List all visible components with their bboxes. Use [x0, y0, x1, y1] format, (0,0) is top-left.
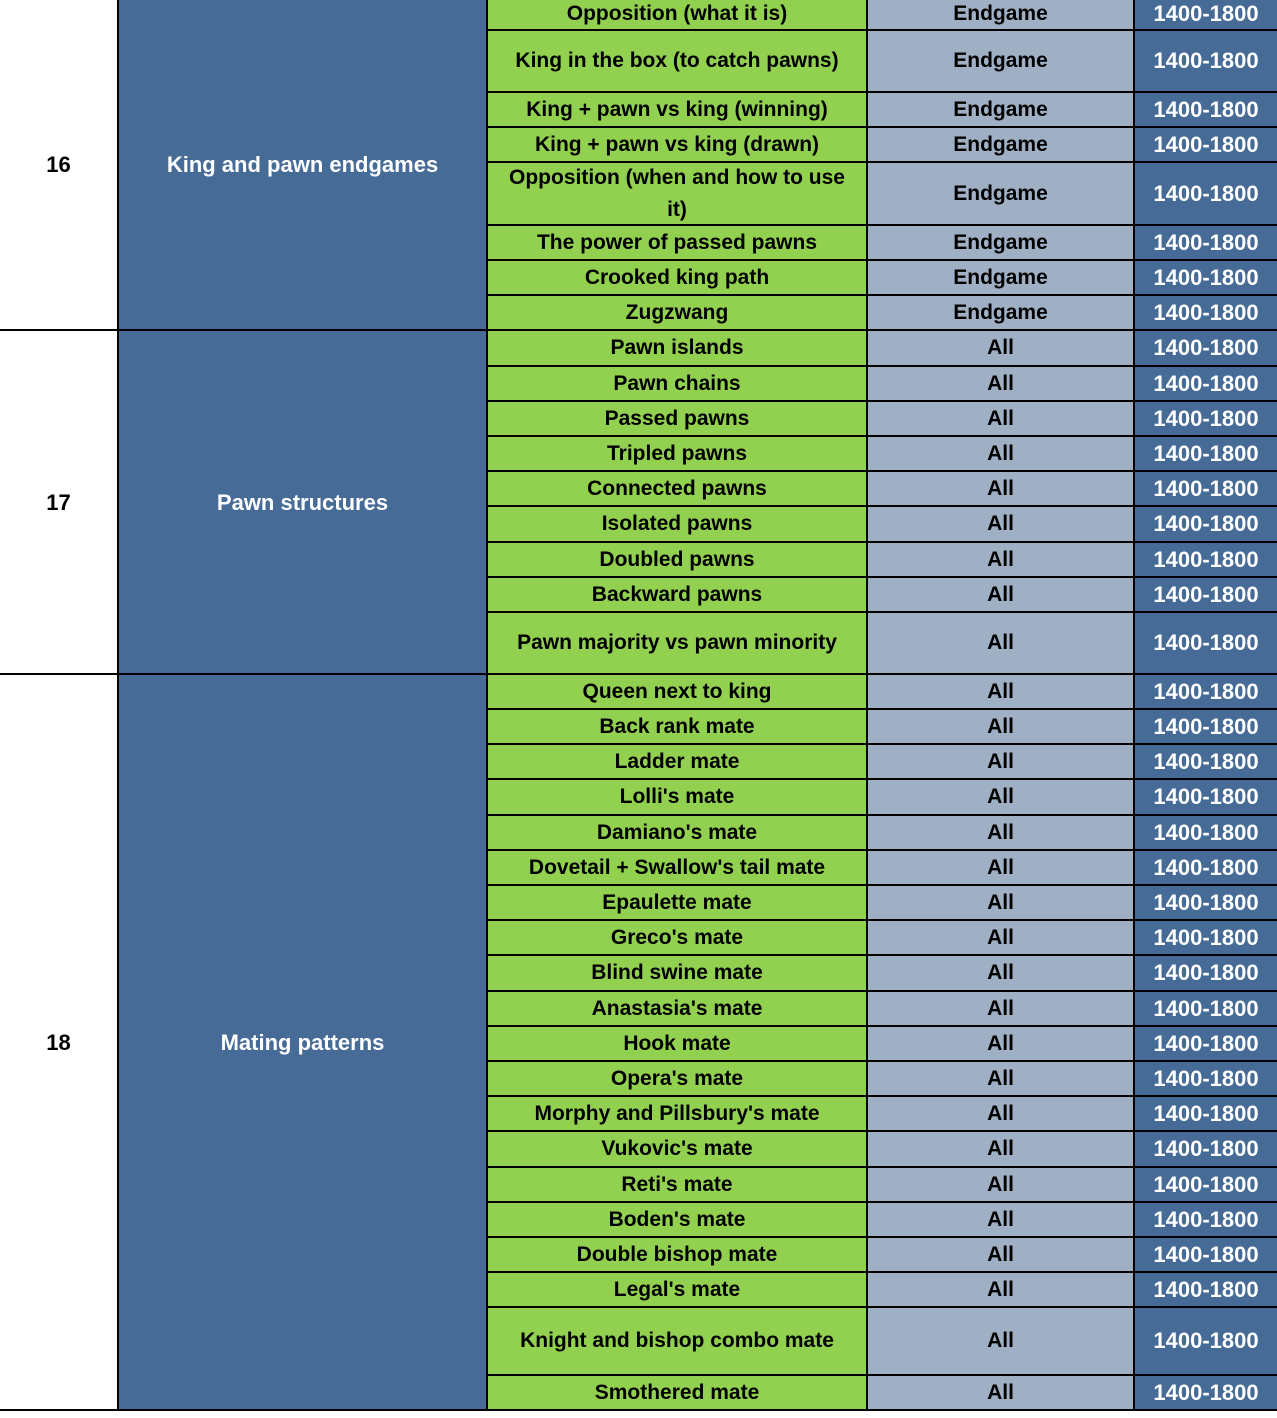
topic-cell[interactable]: King in the box (to catch pawns) — [488, 31, 868, 93]
phase-cell[interactable]: Endgame — [868, 31, 1133, 93]
phase-cell[interactable]: All — [868, 675, 1133, 710]
rating-cell[interactable]: 1400-1800 — [1133, 675, 1277, 710]
phase-cell[interactable]: All — [868, 710, 1133, 745]
phase-cell[interactable]: All — [868, 472, 1133, 507]
phase-cell[interactable]: All — [868, 402, 1133, 437]
rating-cell[interactable]: 1400-1800 — [1133, 163, 1277, 226]
rating-cell[interactable]: 1400-1800 — [1133, 1203, 1277, 1238]
section-number-cell[interactable]: 17 — [0, 331, 117, 675]
phase-cell[interactable]: All — [868, 507, 1133, 543]
rating-cell[interactable]: 1400-1800 — [1133, 1273, 1277, 1308]
phase-cell[interactable]: All — [868, 1097, 1133, 1132]
topic-cell[interactable]: Pawn chains — [488, 367, 868, 402]
rating-cell[interactable]: 1400-1800 — [1133, 296, 1277, 331]
phase-cell[interactable]: All — [868, 367, 1133, 402]
phase-cell[interactable]: All — [868, 992, 1133, 1027]
phase-cell[interactable]: All — [868, 543, 1133, 578]
rating-cell[interactable]: 1400-1800 — [1133, 128, 1277, 163]
phase-cell[interactable]: All — [868, 1062, 1133, 1097]
topic-cell[interactable]: Greco's mate — [488, 921, 868, 956]
phase-cell[interactable]: Endgame — [868, 163, 1133, 226]
phase-cell[interactable]: All — [868, 780, 1133, 816]
phase-cell[interactable]: All — [868, 331, 1133, 367]
phase-cell[interactable]: Endgame — [868, 261, 1133, 296]
phase-cell[interactable]: All — [868, 1308, 1133, 1376]
rating-cell[interactable]: 1400-1800 — [1133, 93, 1277, 128]
topic-cell[interactable]: Ladder mate — [488, 745, 868, 780]
rating-cell[interactable]: 1400-1800 — [1133, 921, 1277, 956]
phase-cell[interactable]: All — [868, 1273, 1133, 1308]
topic-cell[interactable]: Opposition (when and how to use it) — [488, 163, 868, 226]
phase-cell[interactable]: All — [868, 1168, 1133, 1203]
rating-cell[interactable]: 1400-1800 — [1133, 543, 1277, 578]
phase-cell[interactable]: All — [868, 745, 1133, 780]
rating-cell[interactable]: 1400-1800 — [1133, 1132, 1277, 1168]
section-number-cell[interactable]: 18 — [0, 675, 117, 1411]
topic-cell[interactable]: Lolli's mate — [488, 780, 868, 816]
rating-cell[interactable]: 1400-1800 — [1133, 1308, 1277, 1376]
topic-cell[interactable]: The power of passed pawns — [488, 226, 868, 261]
phase-cell[interactable]: All — [868, 1132, 1133, 1168]
rating-cell[interactable]: 1400-1800 — [1133, 1062, 1277, 1097]
phase-cell[interactable]: All — [868, 956, 1133, 992]
rating-cell[interactable]: 1400-1800 — [1133, 331, 1277, 367]
rating-cell[interactable]: 1400-1800 — [1133, 613, 1277, 675]
topic-cell[interactable]: Hook mate — [488, 1027, 868, 1062]
topic-cell[interactable]: Crooked king path — [488, 261, 868, 296]
topic-cell[interactable]: Passed pawns — [488, 402, 868, 437]
rating-cell[interactable]: 1400-1800 — [1133, 1168, 1277, 1203]
rating-cell[interactable]: 1400-1800 — [1133, 886, 1277, 921]
phase-cell[interactable]: All — [868, 1376, 1133, 1411]
rating-cell[interactable]: 1400-1800 — [1133, 472, 1277, 507]
rating-cell[interactable]: 1400-1800 — [1133, 261, 1277, 296]
section-number-cell[interactable]: 16 — [0, 0, 117, 331]
section-category-cell[interactable]: Pawn structures — [117, 331, 488, 675]
topic-cell[interactable]: Back rank mate — [488, 710, 868, 745]
topic-cell[interactable]: Opera's mate — [488, 1062, 868, 1097]
phase-cell[interactable]: All — [868, 921, 1133, 956]
rating-cell[interactable]: 1400-1800 — [1133, 578, 1277, 613]
rating-cell[interactable]: 1400-1800 — [1133, 437, 1277, 472]
topic-cell[interactable]: Pawn majority vs pawn minority — [488, 613, 868, 675]
section-divider — [0, 1409, 1277, 1411]
topic-cell[interactable]: Reti's mate — [488, 1168, 868, 1203]
topic-cell[interactable]: Isolated pawns — [488, 507, 868, 543]
topic-cell[interactable]: Queen next to king — [488, 675, 868, 710]
rating-cell[interactable]: 1400-1800 — [1133, 851, 1277, 886]
section-category-cell[interactable]: Mating patterns — [117, 675, 488, 1411]
rating-cell[interactable]: 1400-1800 — [1133, 816, 1277, 851]
topic-cell[interactable]: Backward pawns — [488, 578, 868, 613]
phase-cell[interactable]: Endgame — [868, 0, 1133, 31]
rating-cell[interactable]: 1400-1800 — [1133, 226, 1277, 261]
rating-cell[interactable]: 1400-1800 — [1133, 1027, 1277, 1062]
rating-cell[interactable]: 1400-1800 — [1133, 780, 1277, 816]
topic-cell[interactable]: Anastasia's mate — [488, 992, 868, 1027]
topic-cell[interactable]: Epaulette mate — [488, 886, 868, 921]
rating-cell[interactable]: 1400-1800 — [1133, 745, 1277, 780]
topic-cell[interactable]: Damiano's mate — [488, 816, 868, 851]
topic-cell[interactable]: Legal's mate — [488, 1273, 868, 1308]
rating-cell[interactable]: 1400-1800 — [1133, 31, 1277, 93]
rating-cell[interactable]: 1400-1800 — [1133, 367, 1277, 402]
topic-cell[interactable]: Boden's mate — [488, 1203, 868, 1238]
topic-cell[interactable]: King + pawn vs king (winning) — [488, 93, 868, 128]
topic-cell[interactable]: Doubled pawns — [488, 543, 868, 578]
rating-cell[interactable]: 1400-1800 — [1133, 992, 1277, 1027]
phase-cell[interactable]: Endgame — [868, 128, 1133, 163]
phase-cell[interactable]: All — [868, 613, 1133, 675]
topic-cell[interactable]: Morphy and Pillsbury's mate — [488, 1097, 868, 1132]
topic-cell[interactable]: Connected pawns — [488, 472, 868, 507]
topic-cell[interactable]: Zugzwang — [488, 296, 868, 331]
rating-cell[interactable]: 1400-1800 — [1133, 1376, 1277, 1411]
rating-cell[interactable]: 1400-1800 — [1133, 710, 1277, 745]
topic-cell[interactable]: Dovetail + Swallow's tail mate — [488, 851, 868, 886]
rating-cell[interactable]: 1400-1800 — [1133, 402, 1277, 437]
phase-cell[interactable]: Endgame — [868, 296, 1133, 331]
rating-cell[interactable]: 1400-1800 — [1133, 507, 1277, 543]
phase-cell[interactable]: All — [868, 437, 1133, 472]
section-category-cell[interactable]: King and pawn endgames — [117, 0, 488, 331]
phase-cell[interactable]: All — [868, 886, 1133, 921]
phase-cell[interactable]: Endgame — [868, 226, 1133, 261]
phase-cell[interactable]: All — [868, 578, 1133, 613]
topic-cell[interactable]: Double bishop mate — [488, 1238, 868, 1273]
phase-cell[interactable]: All — [868, 1027, 1133, 1062]
topic-cell[interactable]: Blind swine mate — [488, 956, 868, 992]
topic-cell[interactable]: Vukovic's mate — [488, 1132, 868, 1168]
rating-cell[interactable]: 1400-1800 — [1133, 0, 1277, 31]
rating-cell[interactable]: 1400-1800 — [1133, 1097, 1277, 1132]
topic-cell[interactable]: Smothered mate — [488, 1376, 868, 1411]
topic-cell[interactable]: Tripled pawns — [488, 437, 868, 472]
phase-cell[interactable]: All — [868, 851, 1133, 886]
phase-cell[interactable]: All — [868, 816, 1133, 851]
rating-cell[interactable]: 1400-1800 — [1133, 956, 1277, 992]
topic-cell[interactable]: Knight and bishop combo mate — [488, 1308, 868, 1376]
topic-cell[interactable]: Pawn islands — [488, 331, 868, 367]
topic-cell[interactable]: Opposition (what it is) — [488, 0, 868, 31]
phase-cell[interactable]: All — [868, 1238, 1133, 1273]
rating-cell[interactable]: 1400-1800 — [1133, 1238, 1277, 1273]
phase-cell[interactable]: Endgame — [868, 93, 1133, 128]
phase-cell[interactable]: All — [868, 1203, 1133, 1238]
topic-cell[interactable]: King + pawn vs king (drawn) — [488, 128, 868, 163]
